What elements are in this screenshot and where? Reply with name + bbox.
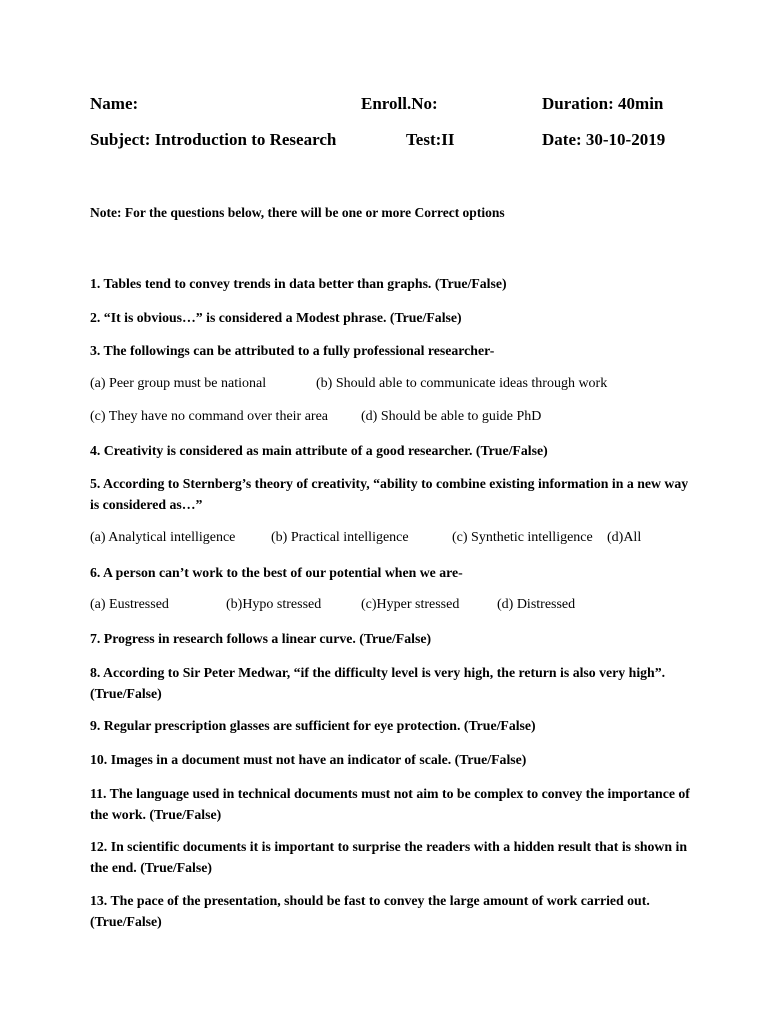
enroll-label: Enroll.No: bbox=[361, 94, 438, 113]
question-9: 9. Regular prescription glasses are sufficient for eye protection. (True/False) bbox=[90, 718, 536, 733]
question-8: 8. According to Sir Peter Medwar, “if the difficulty level is very high, the return is also very high”. (True/False) bbox=[90, 665, 666, 701]
question-12: 12. In scientific documents it is important to surprise the readers with a hidden result that is shown in the end. (True/False) bbox=[90, 839, 687, 875]
question-2: 2. “It is obvious…” is considered a Modest phrase. (True/False) bbox=[90, 310, 462, 325]
question-3-option-a: (a) Peer group must be national bbox=[90, 376, 267, 391]
instructions-note: Note: For the questions below, there will be one or more Correct options bbox=[90, 205, 505, 220]
question-1: 1. Tables tend to convey trends in data better than graphs. (True/False) bbox=[90, 276, 507, 291]
question-6-option-c: (c)Hyper stressed bbox=[361, 597, 460, 612]
question-10: 10. Images in a document must not have an indicator of scale. (True/False) bbox=[90, 752, 527, 767]
test-label: Test:II bbox=[406, 130, 455, 149]
question-11: 11. The language used in technical documents must not aim to be complex to convey the importance of the work. (True/False) bbox=[90, 786, 690, 822]
question-13: 13. The pace of the presentation, should be fast to convey the large amount of work carried out. (True/False) bbox=[90, 893, 650, 929]
name-label: Name: bbox=[90, 94, 139, 113]
question-6-option-a: (a) Eustressed bbox=[90, 597, 169, 612]
question-6-option-b: (b)Hypo stressed bbox=[226, 597, 322, 612]
question-3-option-d: (d) Should be able to guide PhD bbox=[361, 409, 542, 424]
question-5-option-b: (b) Practical intelligence bbox=[271, 530, 409, 545]
question-6: 6. A person can’t work to the best of our potential when we are- bbox=[90, 565, 463, 580]
question-3-option-b: (b) Should able to communicate ideas through work bbox=[316, 376, 608, 391]
question-4: 4. Creativity is considered as main attribute of a good researcher. (True/False) bbox=[90, 443, 548, 458]
subject-label: Subject: Introduction to Research bbox=[90, 130, 337, 149]
question-5-option-a: (a) Analytical intelligence bbox=[90, 530, 236, 545]
question-5: 5. According to Sternberg’s theory of creativity, “ability to combine existing information in a new way is considered as…” bbox=[90, 476, 689, 512]
date-label: Date: 30-10-2019 bbox=[542, 130, 666, 149]
question-7: 7. Progress in research follows a linear curve. (True/False) bbox=[90, 631, 432, 646]
question-5-option-d: (d)All bbox=[607, 530, 642, 545]
question-3: 3. The followings can be attributed to a fully professional researcher- bbox=[90, 343, 495, 358]
question-6-option-d: (d) Distressed bbox=[497, 597, 576, 612]
question-5-option-c: (c) Synthetic intelligence bbox=[452, 530, 593, 545]
duration-label: Duration: 40min bbox=[542, 94, 664, 113]
question-3-option-c: (c) They have no command over their area bbox=[90, 409, 329, 424]
